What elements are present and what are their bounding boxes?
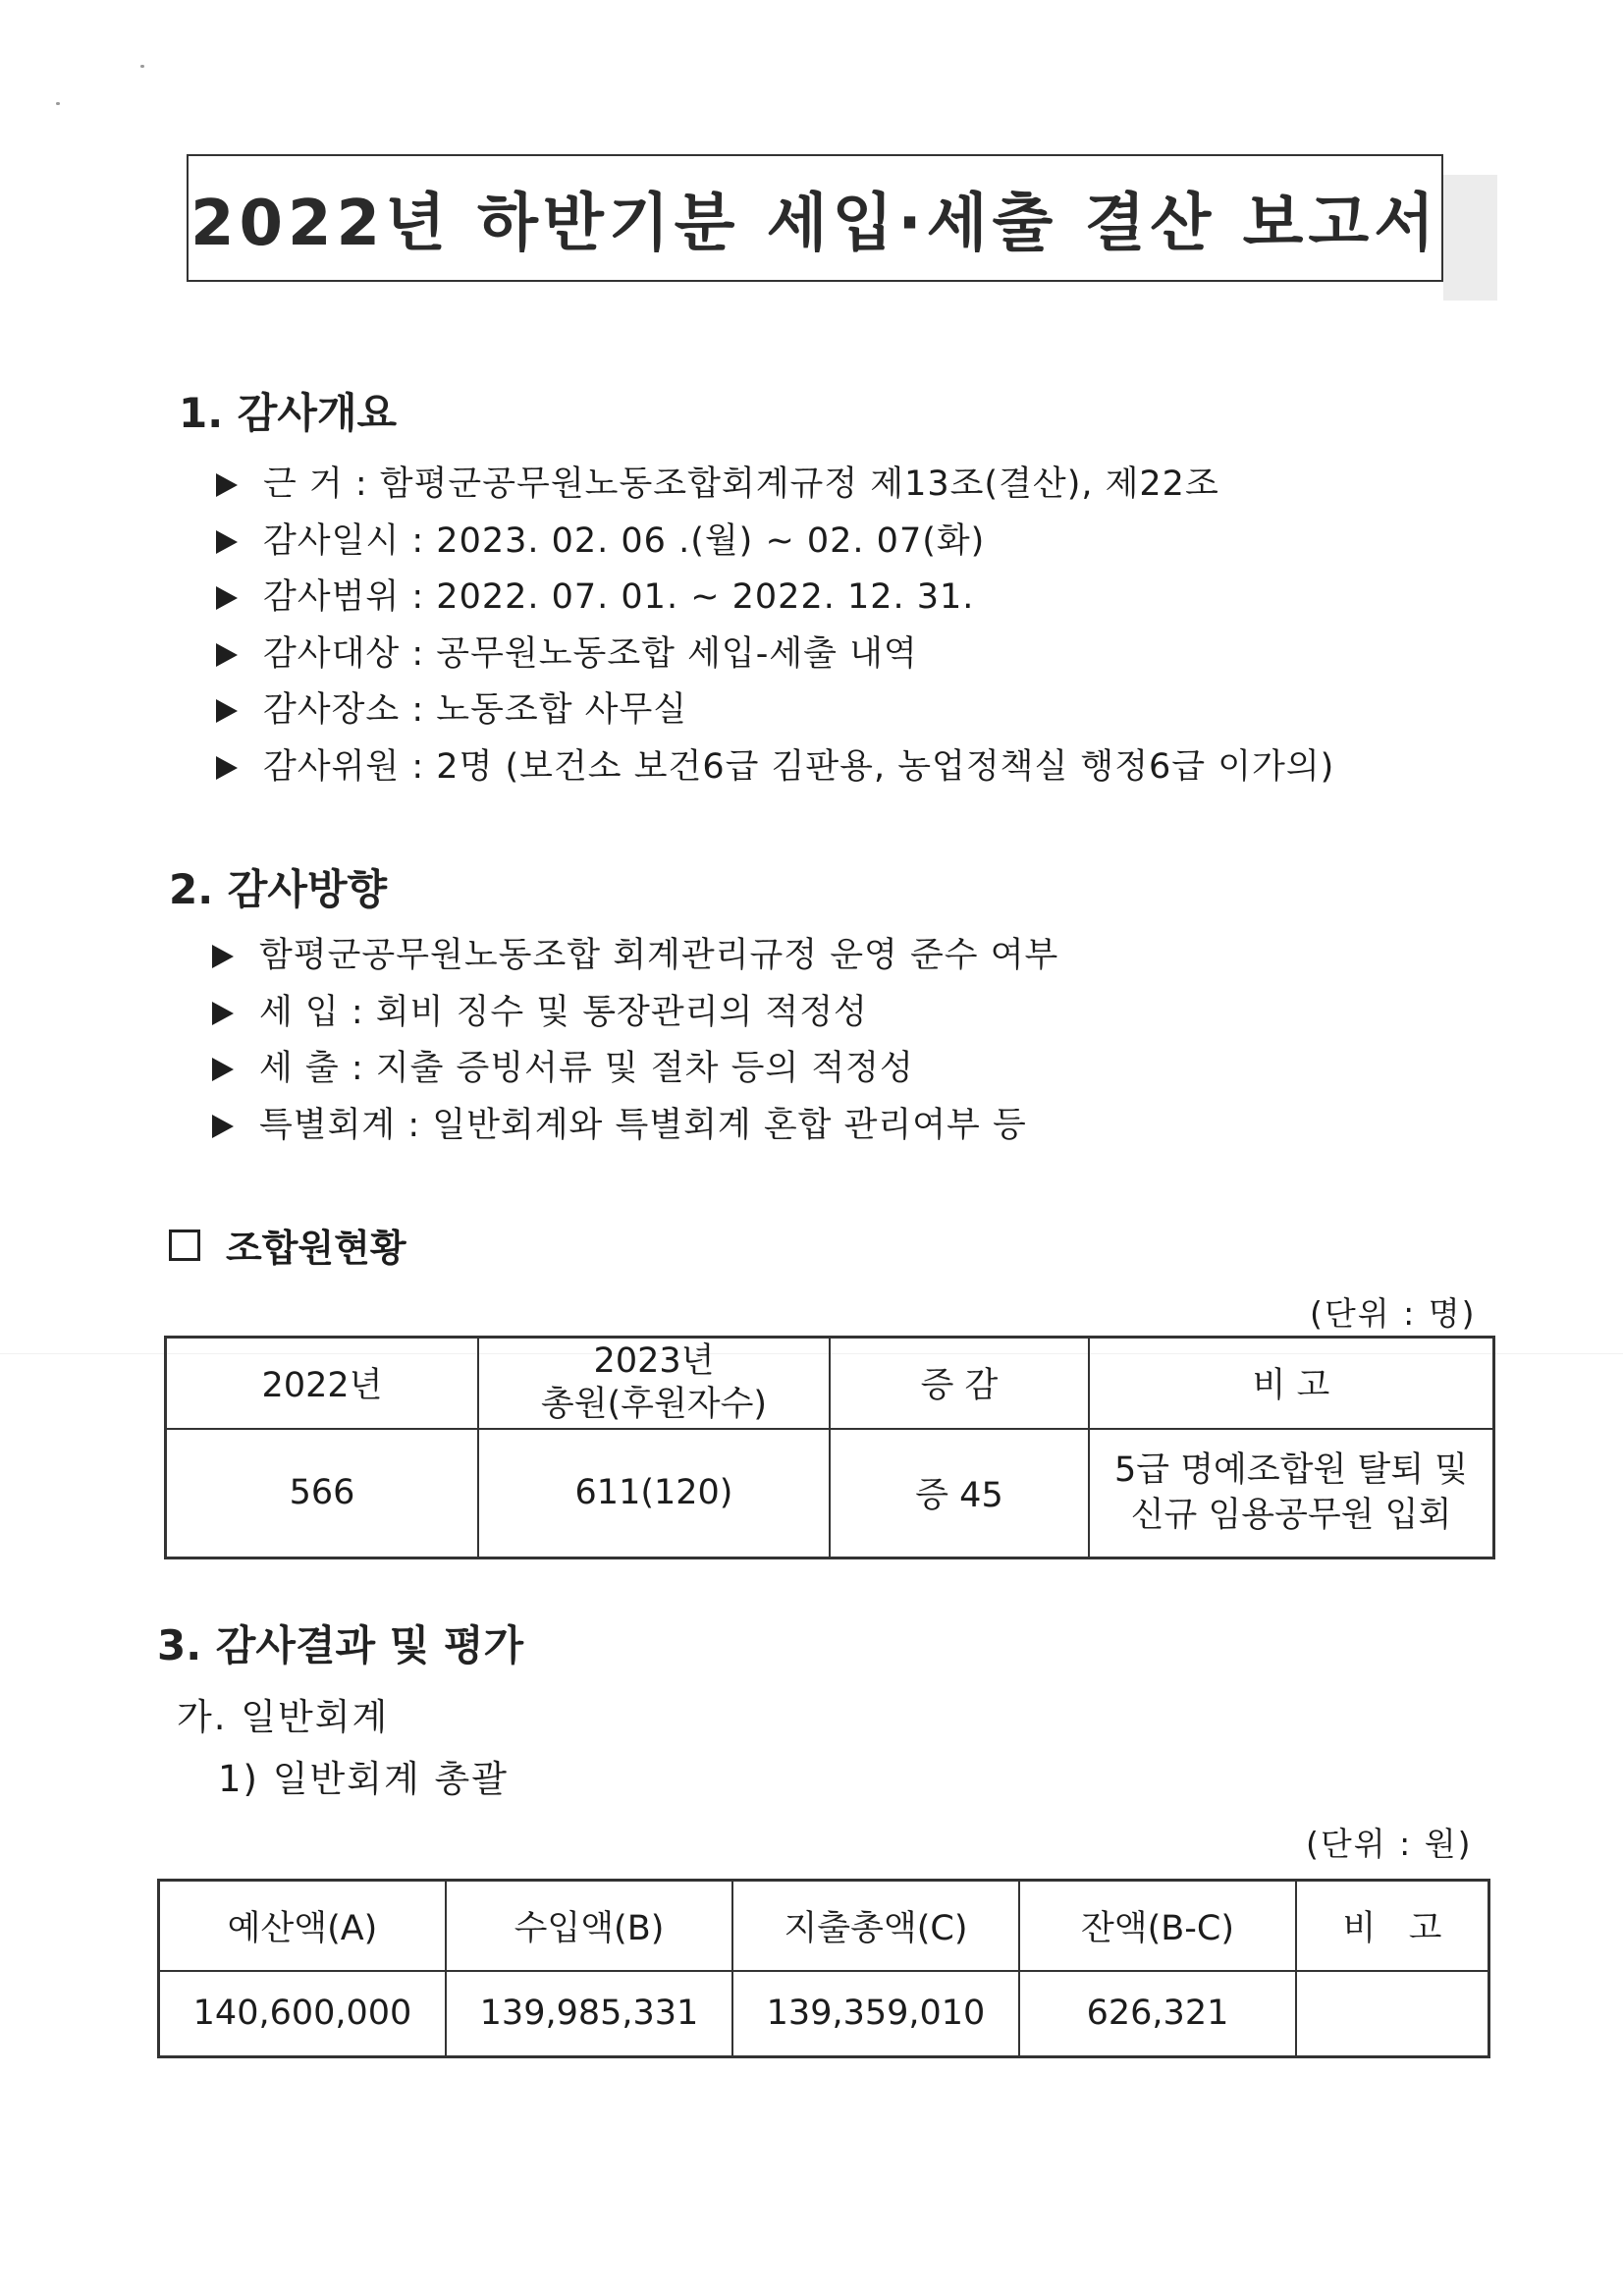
subsection-general-summary: 1) 일반회계 총괄 — [218, 1758, 509, 1800]
triangle-bullet-icon — [212, 1058, 234, 1081]
account-unit: (단위 : 원) — [1306, 1825, 1473, 1863]
triangle-bullet-icon — [216, 586, 238, 610]
header-cell: 비 고 — [1089, 1338, 1494, 1429]
table-header-row — [159, 1881, 1489, 1971]
section-1-list — [216, 457, 1334, 795]
cell-2022: 566 — [166, 1429, 479, 1558]
list-item: 감사위원 : 2명 (보건소 보건6급 김판용, 농업정책실 행정6급 이가의) — [216, 739, 1334, 796]
list-item: 세 출 : 지출 증빙서류 및 절차 등의 적정성 — [212, 1041, 1058, 1098]
table-row — [166, 1429, 1494, 1558]
section-2-list — [212, 928, 1058, 1154]
header-cell: 증 감 — [830, 1338, 1089, 1429]
section-2-heading: 2. 감사방향 — [169, 865, 388, 913]
cell-remark: 5급 명예조합원 탈퇴 및 신규 임용공무원 입회 — [1089, 1429, 1494, 1558]
header-cell: 지출총액(C) — [732, 1881, 1019, 1971]
section-3-heading: 3. 감사결과 및 평가 — [157, 1621, 524, 1669]
list-item: 감사일시 : 2023. 02. 06 .(월) ~ 02. 07(화) — [216, 514, 1334, 571]
triangle-bullet-icon — [216, 756, 238, 780]
triangle-bullet-icon — [216, 643, 238, 667]
cell-income: 139,985,331 — [446, 1971, 732, 2057]
document-title: 2022년 하반기분 세입·세출 결산 보고서 — [189, 188, 1440, 260]
list-item: 감사장소 : 노동조합 사무실 — [216, 683, 1334, 739]
cell-change: 증 45 — [830, 1429, 1089, 1558]
list-item: 감사대상 : 공무원노동조합 세입-세출 내역 — [216, 627, 1334, 683]
list-item: 감사범위 : 2022. 07. 01. ~ 2022. 12. 31. — [216, 570, 1334, 627]
header-cell: 수입액(B) — [446, 1881, 732, 1971]
list-item: 근 거 : 함평군공무원노동조합회계규정 제13조(결산), 제22조 — [216, 457, 1334, 514]
header-cell: 예산액(A) — [159, 1881, 447, 1971]
scan-speck — [56, 102, 60, 105]
section-1-heading: 1. 감사개요 — [179, 389, 398, 437]
cell-balance: 626,321 — [1019, 1971, 1296, 2057]
members-title: 조합원현황 — [226, 1227, 406, 1270]
members-heading — [169, 1218, 406, 1272]
scan-speck — [140, 65, 144, 68]
cell-remark — [1296, 1971, 1489, 2057]
square-bullet-icon — [169, 1230, 200, 1261]
triangle-bullet-icon — [212, 1115, 234, 1138]
table-row — [159, 1971, 1489, 2057]
title-shadow — [1443, 175, 1497, 301]
triangle-bullet-icon — [216, 699, 238, 723]
header-cell: 잔액(B-C) — [1019, 1881, 1296, 1971]
cell-2023: 611(120) — [478, 1429, 830, 1558]
members-unit: (단위 : 명) — [1310, 1294, 1477, 1333]
subsection-general-account: 가. 일반회계 — [177, 1696, 390, 1738]
cell-budget: 140,600,000 — [159, 1971, 447, 2057]
cell-expense: 139,359,010 — [732, 1971, 1019, 2057]
list-item: 특별회계 : 일반회계와 특별회계 혼합 관리여부 등 — [212, 1098, 1058, 1155]
header-cell: 비 고 — [1296, 1881, 1489, 1971]
members-table — [164, 1336, 1495, 1559]
triangle-bullet-icon — [212, 945, 234, 968]
triangle-bullet-icon — [212, 1002, 234, 1025]
list-item: 함평군공무원노동조합 회계관리규정 운영 준수 여부 — [212, 928, 1058, 985]
triangle-bullet-icon — [216, 473, 238, 497]
table-header-row — [166, 1338, 1494, 1429]
title-box — [187, 154, 1443, 282]
header-cell: 2022년 — [166, 1338, 479, 1429]
triangle-bullet-icon — [216, 530, 238, 554]
general-account-table — [157, 1879, 1490, 2058]
header-cell: 2023년 총원(후원자수) — [478, 1338, 830, 1429]
list-item: 세 입 : 회비 징수 및 통장관리의 적정성 — [212, 985, 1058, 1042]
